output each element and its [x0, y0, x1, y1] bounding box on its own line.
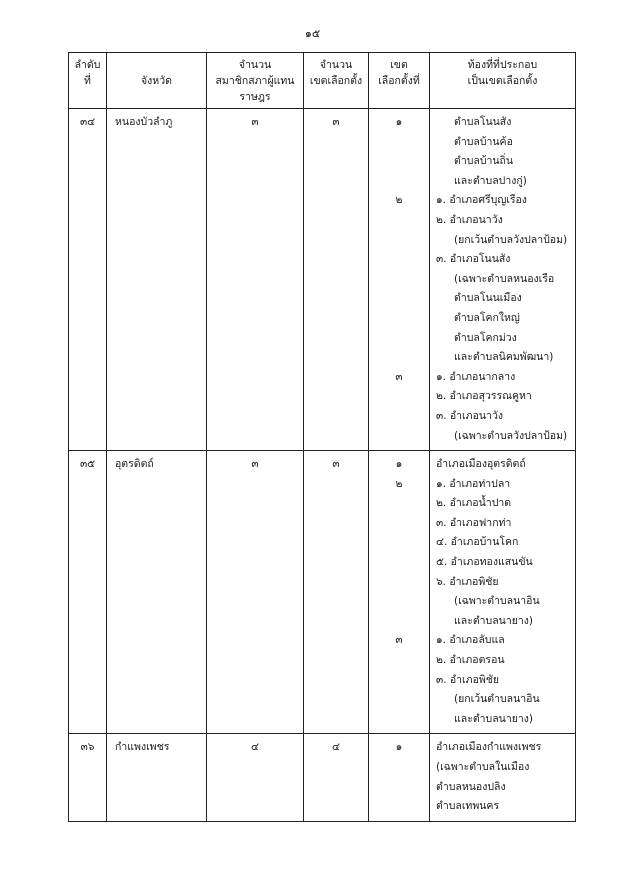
province-cell: หนองบัวลำภู	[107, 109, 207, 451]
area-line: ๒. อำเภอน้ำปาด	[436, 497, 512, 510]
area-line: ๑. อำเภอศรีบุญเรือง	[436, 194, 527, 207]
area-line: ตำบลโคกม่วง	[454, 331, 517, 344]
zone-number: ๒	[395, 477, 403, 490]
zone-number	[369, 289, 429, 309]
header-zone: เขต เลือกตั้งที่	[369, 53, 430, 109]
zone-number: ๑	[395, 116, 403, 128]
zone-number	[369, 270, 429, 290]
zone-cell	[369, 109, 430, 451]
zone-number	[369, 514, 429, 534]
zone-cell	[369, 451, 430, 734]
area-cell	[430, 109, 576, 451]
province-cell: อุตรดิตถ์	[107, 451, 207, 734]
zone-number	[369, 387, 429, 407]
zone-number: ๑	[395, 458, 403, 471]
zone-number	[369, 612, 429, 632]
header-order: ลำดับ ที่	[69, 53, 107, 109]
header-province: จังหวัด	[107, 53, 207, 109]
districts-cell: ๓	[304, 109, 369, 451]
zone-number	[369, 309, 429, 329]
zone-number	[369, 152, 429, 172]
area-line: และตำบลนายาง)	[454, 712, 534, 725]
zone-number	[369, 211, 429, 231]
area-line: ตำบลเทพนคร	[436, 800, 500, 813]
order-cell: ๓๔	[69, 109, 107, 451]
area-line: ตำบลหนองปลิง	[436, 780, 506, 793]
zone-number	[369, 710, 429, 730]
area-line: ตำบลบ้านค้อ	[454, 135, 513, 148]
page-number: ๑๕	[304, 27, 321, 40]
zone-number	[369, 778, 429, 798]
zone-number: ๓	[395, 370, 403, 383]
zone-number	[369, 797, 429, 817]
zone-number	[369, 573, 429, 593]
area-line: ๒. อำเภอนาวัง	[436, 213, 503, 226]
zone-number	[369, 690, 429, 710]
area-line: ๒. อำเภอสุวรรณคูหา	[436, 390, 532, 403]
zone-number	[369, 553, 429, 573]
header-area: ท้องที่ที่ประกอบ เป็นเขตเลือกตั้ง	[430, 53, 576, 109]
header-members: จำนวน สมาชิกสภาผู้แทน ราษฎร	[207, 53, 304, 109]
districts-cell: ๔	[304, 734, 369, 821]
table-row	[69, 734, 576, 821]
members-cell: ๓	[207, 109, 304, 451]
zone-number	[369, 250, 429, 270]
area-line: และตำบลนายาง)	[454, 614, 534, 627]
zone-cell	[369, 734, 430, 821]
zone-number: ๑	[395, 741, 403, 754]
area-line: ๓. อำเภอโนนสัง	[436, 253, 511, 266]
area-cell	[430, 734, 576, 821]
zone-number	[369, 671, 429, 691]
zone-number	[369, 758, 429, 778]
members-cell: ๔	[207, 734, 304, 821]
area-line: อำเภอเมืองกำแพงเพชร	[436, 741, 542, 754]
area-line: ตำบลโนนเมือง	[454, 292, 522, 305]
area-line: และตำบลนิคมพัฒนา)	[454, 351, 554, 364]
table-row	[69, 109, 576, 451]
zone-number	[369, 533, 429, 553]
area-line: (ยกเว้นตำบลนาอิน	[454, 693, 540, 706]
districts-cell: ๓	[304, 451, 369, 734]
zone-number	[369, 427, 429, 447]
zone-number	[369, 494, 429, 514]
area-line: ๑. อำเภอลับแล	[436, 634, 505, 647]
header-districts: จำนวน เขตเลือกตั้ง	[304, 53, 369, 109]
area-line: (ยกเว้นตำบลวังปลาป้อม)	[454, 233, 568, 246]
area-line: ๖. อำเภอพิชัย	[436, 575, 499, 588]
members-cell: ๓	[207, 451, 304, 734]
zone-number: ๓	[395, 634, 403, 647]
zone-number	[369, 133, 429, 153]
area-line: และตำบลปางกู่)	[454, 174, 527, 187]
constituency-table	[68, 52, 576, 822]
header-row	[69, 53, 576, 109]
order-cell: ๓๖	[69, 734, 107, 821]
area-line: ๑. อำเภอท่าปลา	[436, 477, 511, 490]
zone-number	[369, 651, 429, 671]
area-line: (เฉพาะตำบลหนองเรือ	[454, 272, 555, 285]
area-line: ๓. อำเภอนาวัง	[436, 409, 503, 422]
area-line: ๒. อำเภอตรอน	[436, 654, 505, 667]
area-cell	[430, 451, 576, 734]
zone-number	[369, 348, 429, 368]
area-line: (เฉพาะตำบลนาอิน	[454, 595, 540, 608]
area-line: (เฉพาะตำบลวังปลาป้อม)	[454, 429, 568, 442]
zone-number	[369, 231, 429, 251]
zone-number: ๒	[395, 194, 403, 207]
area-line: ๕. อำเภอทองแสนขัน	[436, 556, 533, 569]
zone-number	[369, 407, 429, 427]
area-line: ตำบลโคกใหญ่	[454, 311, 520, 324]
area-line: ตำบลโนนสัง	[454, 116, 512, 128]
zone-number	[369, 329, 429, 349]
area-line: ๑. อำเภอนากลาง	[436, 370, 516, 383]
area-line: ๔. อำเภอบ้านโคก	[436, 536, 519, 549]
area-line: อำเภอเมืองอุตรดิตถ์	[436, 458, 526, 471]
order-cell: ๓๕	[69, 451, 107, 734]
area-line: ๓. อำเภอพิชัย	[436, 673, 500, 686]
area-line: ตำบลบ้านถิ่น	[454, 155, 514, 168]
table-row	[69, 451, 576, 734]
province-cell: กำแพงเพชร	[107, 734, 207, 821]
area-line: (เฉพาะตำบลในเมือง	[436, 761, 530, 773]
zone-number	[369, 172, 429, 192]
area-line: ๓. อำเภอฟากท่า	[436, 516, 512, 529]
zone-number	[369, 592, 429, 612]
